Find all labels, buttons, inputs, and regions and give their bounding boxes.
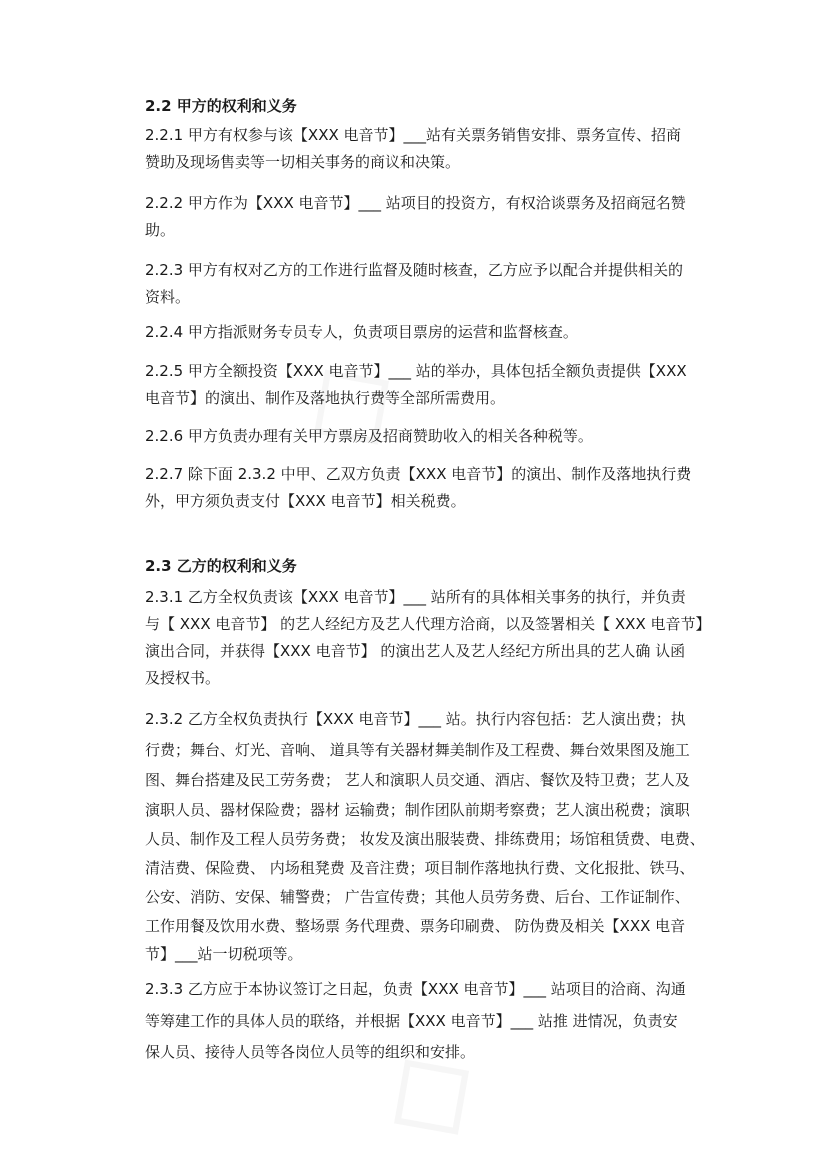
clause-2-3-2-line-2: 行费；舞台、灯光、音响、 道具等有关器材舞美制作及工程费、舞台效果图及施工 bbox=[145, 741, 690, 759]
clause-2-3-2-line-3: 图、舞台搭建及民工劳务费； 艺人和演职人员交通、酒店、餐饮及特卫费；艺人及 bbox=[145, 771, 690, 789]
clause-2-3-1-line-2: 与【 XXX 电音节】 的艺人经纪方及艺人代理方洽商，以及签署相关【 XXX 电音节】 bbox=[145, 615, 711, 633]
clause-2-3-3-line-2: 等筹建工作的具体人员的联络，并根据【XXX 电音节】___ 站推 进情况，负责安 bbox=[145, 1012, 678, 1030]
clause-2-2-3-line-2: 资料。 bbox=[145, 288, 191, 306]
clause-2-3-2-line-5: 人员、制作及工程人员劳务费； 妆发及演出服装费、排练费用；场馆租赁费、电费、 bbox=[145, 830, 705, 848]
clause-2-3-1-line-3: 演出合同，并获得【XXX 电音节】 的演出艺人及艺人经纪方所出具的艺人确 认函 bbox=[145, 642, 686, 660]
section-heading-2-3: 2.3 乙方的权利和义务 bbox=[145, 557, 297, 575]
clause-2-2-1-line-2: 赞助及现场售卖等一切相关事务的商议和决策。 bbox=[145, 153, 461, 171]
clause-2-3-2-line-6: 清洁费、保险费、 内场租凳费 及音注费；项目制作落地执行费、文化报批、铁马、 bbox=[145, 859, 695, 877]
clause-2-2-2-line-1: 2.2.2 甲方作为【XXX 电音节】___ 站项目的投资方，有权洽谈票务及招商冠名赞 bbox=[145, 194, 686, 212]
clause-2-2-4: 2.2.4 甲方指派财务专员专人，负责项目票房的运营和监督核查。 bbox=[145, 323, 578, 341]
clause-2-3-2-line-1: 2.3.2 乙方全权负责执行【XXX 电音节】___ 站。执行内容包括：艺人演出费；执 bbox=[145, 710, 686, 728]
clause-2-2-5-line-2: 电音节】的演出、制作及落地执行费等全部所需费用。 bbox=[145, 389, 506, 407]
clause-2-3-1-line-4: 及授权书。 bbox=[145, 669, 221, 687]
clause-2-3-2-line-8: 工作用餐及饮用水费、整场票 务代理费、票务印刷费、 防伪费及相关【XXX 电音 bbox=[145, 917, 686, 935]
clause-2-2-3-line-1: 2.2.3 甲方有权对乙方的工作进行监督及随时核查，乙方应予以配合并提供相关的 bbox=[145, 261, 683, 279]
clause-2-2-5-line-1: 2.2.5 甲方全额投资【XXX 电音节】___ 站的举办，具体包括全额负责提供【XXX bbox=[145, 362, 687, 380]
clause-2-2-6: 2.2.6 甲方负责办理有关甲方票房及招商赞助收入的相关各种税等。 bbox=[145, 427, 593, 445]
clause-2-2-1-line-1: 2.2.1 甲方有权参与该【XXX 电音节】___站有关票务销售安排、票务宣传、招商 bbox=[145, 126, 682, 144]
clause-2-2-7-line-2: 外，甲方须负责支付【XXX 电音节】相关税费。 bbox=[145, 492, 466, 510]
clause-2-3-2-line-7: 公安、消防、安保、辅警费； 广告宣传费；其他人员劳务费、后台、工作证制作、 bbox=[145, 888, 690, 906]
watermark-mark bbox=[348, 1006, 503, 1173]
section-heading-2-2: 2.2 甲方的权利和义务 bbox=[145, 97, 297, 115]
clause-2-3-2-line-9: 节】___站一切税项等。 bbox=[145, 945, 303, 963]
clause-2-3-3-line-3: 保人员、接待人员等各岗位人员等的组织和安排。 bbox=[145, 1043, 476, 1061]
clause-2-3-1-line-1: 2.3.1 乙方全权负责该【XXX 电音节】___ 站所有的具体相关事务的执行，并负责 bbox=[145, 588, 686, 606]
clause-2-3-3-line-1: 2.3.3 乙方应于本协议签订之日起，负责【XXX 电音节】___ 站项目的洽商、沟通 bbox=[145, 980, 686, 998]
clause-2-2-7-line-1: 2.2.7 除下面 2.3.2 中甲、乙双方负责【XXX 电音节】的演出、制作及落地执行费 bbox=[145, 465, 692, 483]
clause-2-2-2-line-2: 助。 bbox=[145, 221, 176, 239]
clause-2-3-2-line-4: 演职人员、器材保险费；器材 运输费；制作团队前期考察费；艺人演出税费；演职 bbox=[145, 801, 690, 819]
